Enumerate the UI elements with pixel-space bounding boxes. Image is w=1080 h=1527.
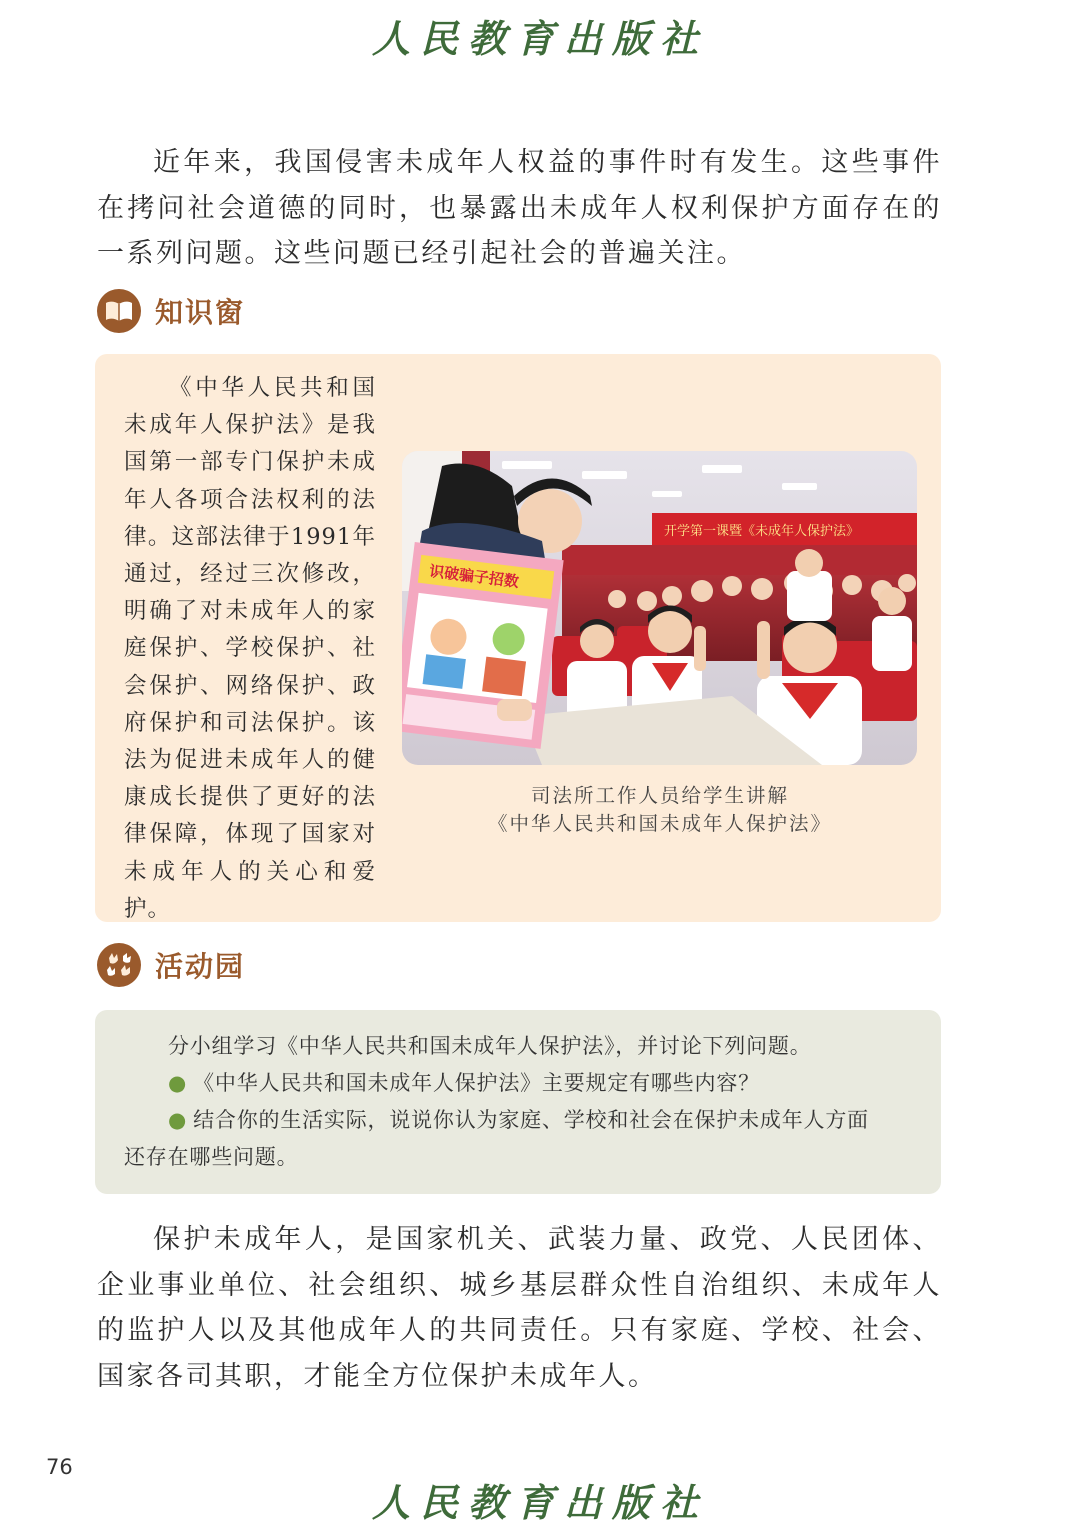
activity-title: 活动园 [155, 950, 246, 983]
knowledge-window-title: 知识窗 [155, 296, 246, 329]
activity-header [97, 940, 245, 990]
activity-question-1-text: 《中华人民共和国未成年人保护法》主要规定有哪些内容？ [193, 1071, 760, 1095]
banner-text: 开学第一课暨《未成年人保护法》 [664, 524, 860, 539]
activity-question-2 [168, 1104, 869, 1134]
activity-question-2-cont: 还存在哪些问题。 [124, 1145, 299, 1169]
publisher-watermark-bottom: 人民教育出版社 [371, 1480, 708, 1525]
open-book-icon [97, 289, 141, 333]
photo-caption-line-1: 司法所工作人员给学生讲解 [530, 784, 789, 807]
activity-intro: 分小组学习《中华人民共和国未成年人保护法》，并讨论下列问题。 [168, 1034, 812, 1058]
activity-question-2-text: 结合你的生活实际，说说你认为家庭、学校和社会在保护未成年人方面 [193, 1108, 869, 1132]
photo-caption [470, 782, 850, 838]
photo-caption-line-2: 《中华人民共和国未成年人保护法》 [487, 812, 832, 835]
board-title-text: 识破骗子招数 [428, 562, 520, 591]
intro-paragraph: 近年来，我国侵害未成年人权益的事件时有发生。这些事件在拷问社会道德的同时，也暴露出未成年人权利保护方面存在的一系列问题。这些问题已经引起社会的普遍关注。 [97, 147, 942, 269]
activity-question-1 [168, 1067, 760, 1097]
knowledge-window-text: 《中华人民共和国未成年人保护法》是我国第一部专门保护未成年人各项合法权利的法律。这部法律于1991年通过，经过三次修改，明确了对未成年人的家庭保护、学校保护、社会保护、网络保护、政府保护和司法保护。该法为促进未成年人的健康成长提供了更好的法律保障，体现了国家对未成年人的关心和爱护。 [124, 375, 376, 922]
hands-icon [97, 943, 141, 987]
bullet-dot-icon: ● [168, 1108, 188, 1132]
page-number: 76 [46, 1455, 73, 1479]
publisher-watermark-top: 人民教育出版社 [371, 16, 708, 61]
bullet-dot-icon: ● [168, 1071, 188, 1095]
classroom-photo [402, 451, 917, 765]
knowledge-window-header [97, 286, 245, 336]
closing-paragraph: 保护未成年人，是国家机关、武装力量、政党、人民团体、企业事业单位、社会组织、城乡基层群众性自治组织、未成年人的监护人以及其他成年人的共同责任。只有家庭、学校、社会、国家各司其职，才能全方位保护未成年人。 [97, 1224, 942, 1392]
